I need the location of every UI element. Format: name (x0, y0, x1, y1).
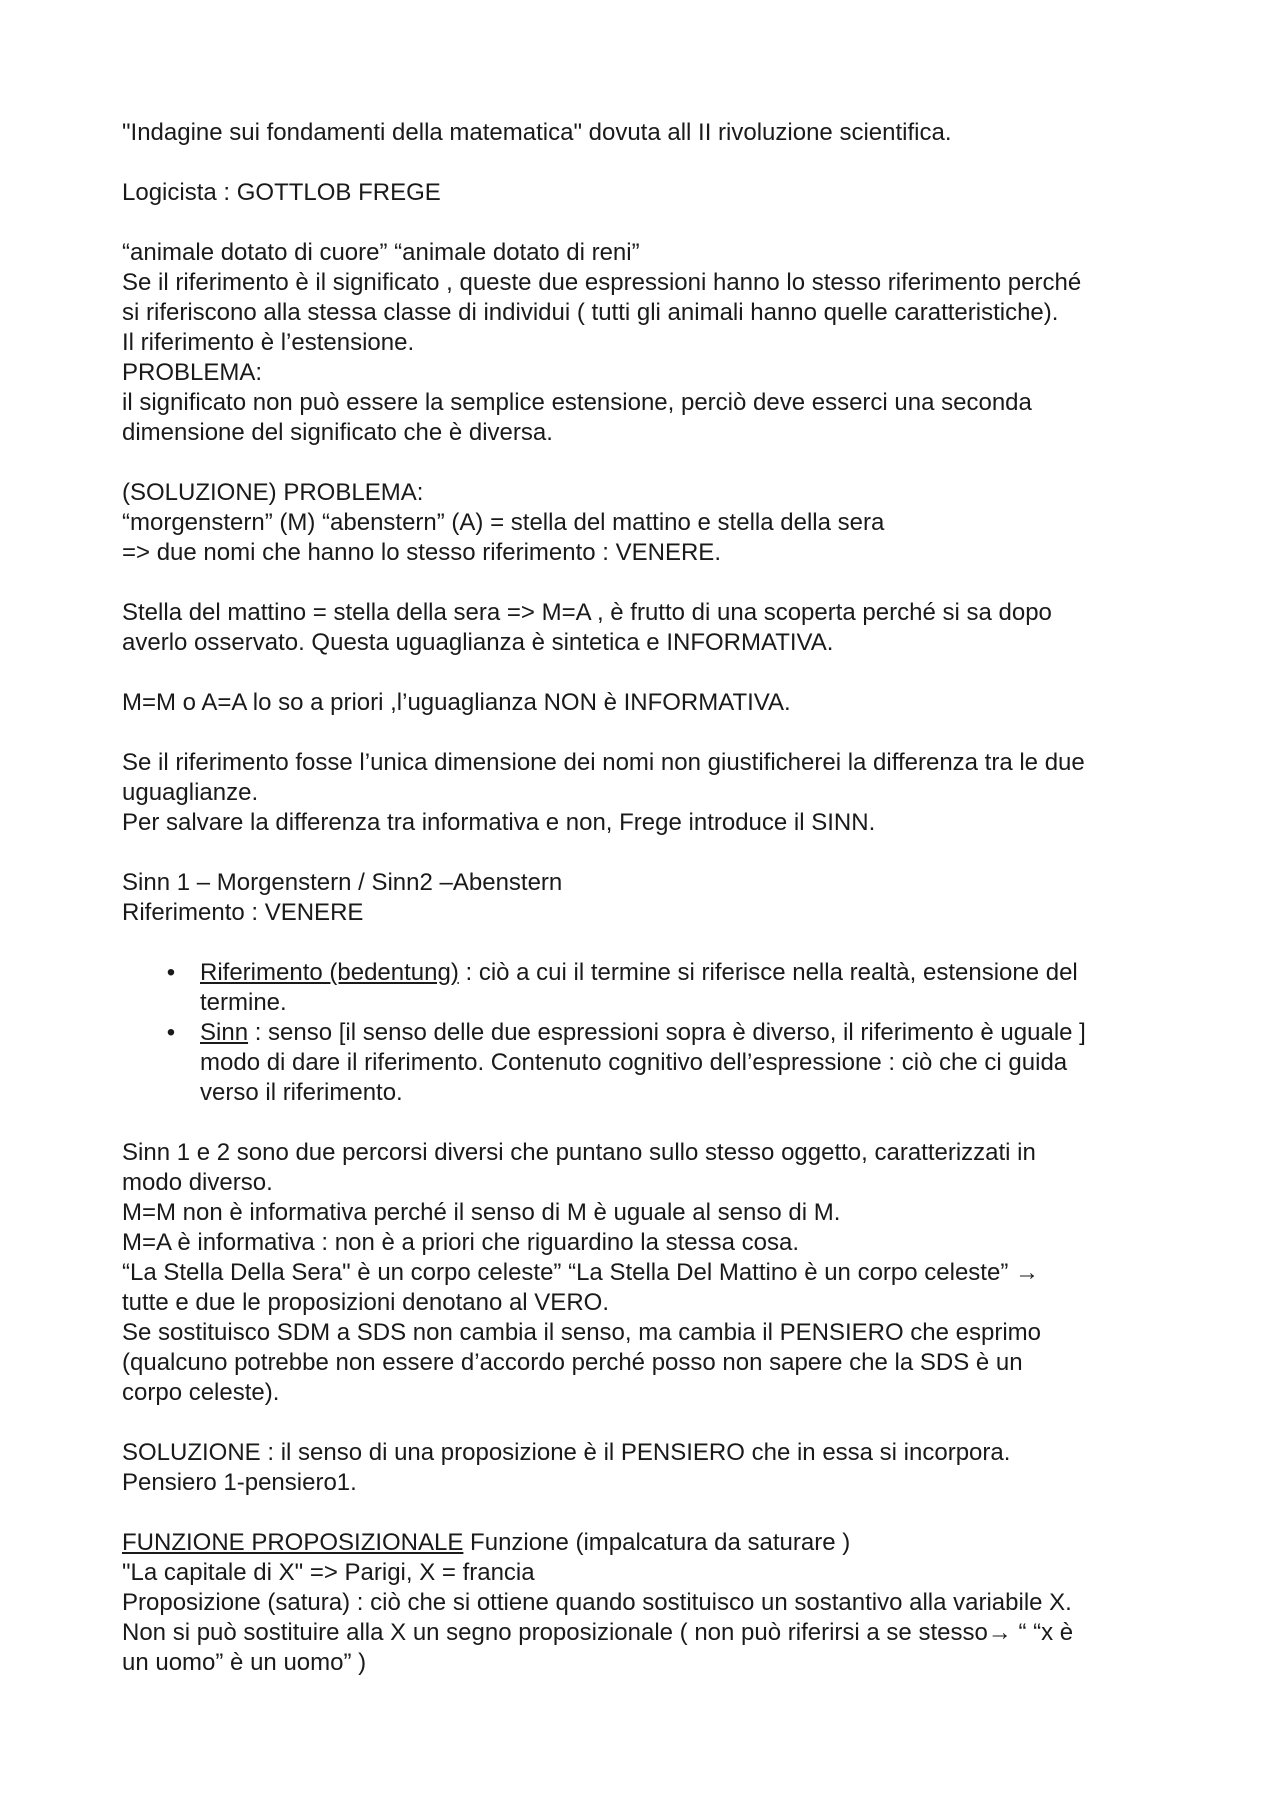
paragraph-sinn-intro (122, 748, 1182, 838)
text-line: (SOLUZIONE) PROBLEMA: (122, 479, 424, 506)
text-line (200, 1018, 1182, 1048)
text-line: Logicista : GOTTLOB FREGE (122, 179, 441, 206)
blank-line (122, 1108, 1182, 1138)
paragraph-soluzione-problema (122, 478, 1182, 568)
text-line: (qualcuno potrebbe non essere d’accordo perché posso non sapere che la SDS è un (122, 1349, 1023, 1376)
blank-line (122, 928, 1182, 958)
blank-line (122, 448, 1182, 478)
text-line: Stella del mattino = stella della sera => M=A , è frutto di una scoperta perché si sa dopo (122, 599, 1052, 626)
text-line: Proposizione (satura) : ciò che si ottiene quando sostituisco un sostantivo alla variabile X. (122, 1589, 1072, 1616)
text-line: Sinn 1 e 2 sono due percorsi diversi che puntano sullo stesso oggetto, caratterizzati in (122, 1139, 1036, 1166)
blank-line (122, 148, 1182, 178)
text-line: termine. (200, 989, 287, 1016)
text-line: "Indagine sui fondamenti della matematica" dovuta all II rivoluzione scientifica. (122, 119, 952, 146)
list-item (122, 958, 1182, 1018)
text-line: il significato non può essere la semplice estensione, perciò deve esserci una seconda (122, 389, 1032, 416)
paragraph-sinn-list (122, 868, 1182, 928)
text-line: modo diverso. (122, 1169, 273, 1196)
paragraph-animale (122, 238, 1182, 448)
paragraph-priori (122, 688, 1182, 718)
bullet-icon: • (166, 1019, 176, 1046)
paragraph-logicista (122, 178, 1182, 208)
text-line: “animale dotato di cuore” “animale dotato di reni” (122, 239, 640, 266)
blank-line (122, 838, 1182, 868)
paragraph-funzione (122, 1528, 1182, 1678)
text-line: Se il riferimento fosse l’unica dimensione dei nomi non giustificherei la differenza tra le due (122, 749, 1085, 776)
text-line: modo di dare il riferimento. Contenuto cognitivo dell’espressione : ciò che ci guida (200, 1049, 1068, 1076)
text-line: SOLUZIONE : il senso di una proposizione è il PENSIERO che in essa si incorpora. (122, 1439, 1011, 1466)
list-item (122, 1018, 1182, 1108)
text-line: “La Stella Della Sera" è un corpo celeste” “La Stella Del Mattino è un corpo celeste” → (122, 1259, 1039, 1286)
paragraph-stella (122, 598, 1182, 658)
bullet-list (122, 958, 1182, 1108)
blank-line (122, 208, 1182, 238)
underlined-term: Sinn (200, 1019, 249, 1046)
text-line: “morgenstern” (M) “abenstern” (A) = stella del mattino e stella della sera (122, 509, 885, 536)
text-line: M=M o A=A lo so a priori ,l’uguaglianza NON è INFORMATIVA. (122, 689, 791, 716)
text-line: Per salvare la differenza tra informativa e non, Frege introduce il SINN. (122, 809, 876, 836)
text-line: M=M non è informativa perché il senso di M è uguale al senso di M. (122, 1199, 841, 1226)
text-line: Se il riferimento è il significato , queste due espressioni hanno lo stesso riferimento perché (122, 269, 1082, 296)
text-line: Il riferimento è l’estensione. (122, 329, 415, 356)
heading-rest: Funzione (impalcatura da saturare ) (463, 1529, 851, 1556)
blank-line (122, 1408, 1182, 1438)
text-line: si riferiscono alla stessa classe di individui ( tutti gli animali hanno quelle caratteristiche). (122, 299, 1059, 326)
blank-line (122, 718, 1182, 748)
text-line: Non si può sostituire alla X un segno proposizionale ( non può riferirsi a se stesso→ “ “x è (122, 1619, 1074, 1646)
text-line: uguaglianze. (122, 779, 259, 806)
document-page (122, 118, 1182, 1678)
paragraph-intro (122, 118, 1182, 148)
text-line: Sinn 1 – Morgenstern / Sinn2 –Abenstern (122, 869, 563, 896)
bullet-icon: • (166, 959, 176, 986)
blank-line (122, 658, 1182, 688)
text-line: un uomo” è un uomo” ) (122, 1649, 367, 1676)
text-line: Pensiero 1-pensiero1. (122, 1469, 357, 1496)
text-line: dimensione del significato che è diversa. (122, 419, 553, 446)
term-definition: : ciò a cui il termine si riferisce nella realtà, estensione del (458, 959, 1078, 986)
text-line: M=A è informativa : non è a priori che riguardino la stessa cosa. (122, 1229, 800, 1256)
text-line: PROBLEMA: (122, 359, 263, 386)
paragraph-soluzione (122, 1438, 1182, 1498)
term-definition: : senso [il senso delle due espressioni sopra è diverso, il riferimento è uguale ] (248, 1019, 1086, 1046)
text-line: verso il riferimento. (200, 1079, 403, 1106)
paragraph-percorsi (122, 1138, 1182, 1408)
text-line: tutte e due le proposizioni denotano al VERO. (122, 1289, 609, 1316)
text-line: Riferimento : VENERE (122, 899, 364, 926)
text-line: Se sostituisco SDM a SDS non cambia il senso, ma cambia il PENSIERO che esprimo (122, 1319, 1042, 1346)
text-line: averlo osservato. Questa uguaglianza è sintetica e INFORMATIVA. (122, 629, 834, 656)
underlined-term: Riferimento (bedentung) (200, 959, 459, 986)
blank-line (122, 1498, 1182, 1528)
text-line (200, 958, 1182, 988)
section-heading: FUNZIONE PROPOSIZIONALE (122, 1529, 464, 1556)
blank-line (122, 568, 1182, 598)
text-line: corpo celeste). (122, 1379, 280, 1406)
text-line: => due nomi che hanno lo stesso riferimento : VENERE. (122, 539, 721, 566)
text-line (122, 1528, 1182, 1558)
text-line: "La capitale di X" => Parigi, X = francia (122, 1559, 535, 1586)
